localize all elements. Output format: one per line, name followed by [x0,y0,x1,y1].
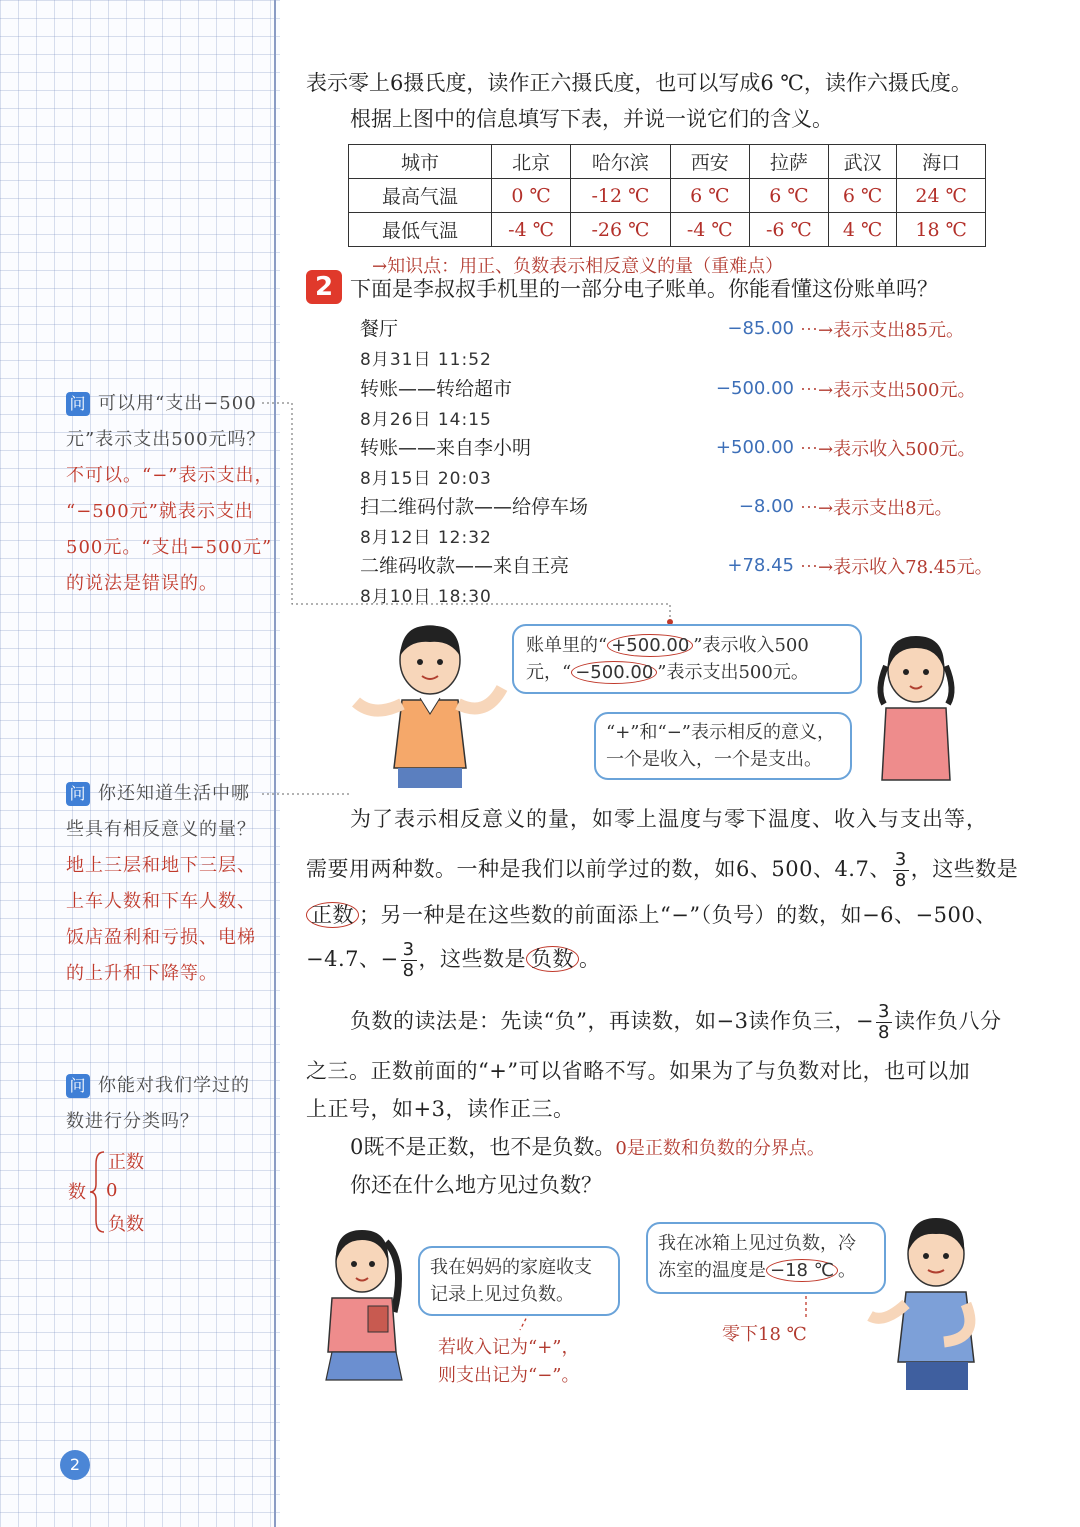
note-text: 若收入记为“+”， [438,1337,580,1358]
bill-time: 8月15日 20:03 [360,469,492,489]
speech-bubble-girl2 [418,1246,620,1316]
margin-text: 你能对我们学过的 [98,1075,250,1096]
margin-answer: “−500元”就表示支出 [66,501,254,522]
bill-note: ⋯→表示收入500元。 [800,439,976,460]
fraction-numerator: 3 [894,849,907,870]
example-question: 下面是李叔叔手机里的一部分电子账单。你能看懂这份账单吗？ [350,277,938,301]
bubble-text: 我在妈妈的家庭收支 [430,1257,592,1278]
para-text: 0既不是正数，也不是负数。 [350,1135,616,1159]
table-header: 拉萨 [749,145,828,179]
bill-note: ⋯→表示支出8元。 [800,498,953,519]
bubble-text: 元，“ [526,662,572,683]
bill-note-text: 表示收入78.45元。 [833,557,993,578]
para-text: −4.7、− [306,947,399,971]
table-cell: 24 ℃ [897,179,986,213]
bill-amount: +78.45 [727,555,794,576]
fraction [893,850,909,891]
bill-note-text: 表示收入500元。 [833,439,976,460]
bill-name: 二维码收款——来自王亮 [360,555,570,577]
bill-time: 8月10日 18:30 [360,587,492,607]
table-cell: 0 ℃ [492,179,571,213]
table-cell: -26 ℃ [571,213,671,247]
table-cell: 6 ℃ [670,179,749,213]
para2-line3: 上正号，如+3，读作正三。 [306,1097,575,1121]
circled-amount: −500.00 [571,661,657,684]
fraction-denominator: 8 [402,960,415,981]
question-icon: 问 [66,1074,90,1098]
speech-bubble-girl [594,712,852,780]
bill-time: 8月12日 12:32 [360,528,492,548]
para1-line3 [306,898,997,932]
bill-time: 8月26日 14:15 [360,410,492,430]
row-label: 最低气温 [349,213,492,247]
speech-bubble-boy2 [646,1222,886,1294]
page-number: 2 [60,1450,90,1480]
boy-illustration [350,618,510,788]
margin-answer: 上车人数和下车人数、 [66,891,256,912]
fraction [401,940,417,981]
table-cell: 6 ℃ [749,179,828,213]
bill-note-text: 表示支出8元。 [833,498,953,519]
bubble-text: “+”和“−”表示相反的意义， [606,722,835,743]
margin-text: 数进行分类吗？ [66,1111,199,1132]
margin-answer: 的上升和下降等。 [66,963,218,984]
bill-note-text: 表示支出500元。 [833,380,976,401]
circled-temperature: −18 ℃ [766,1259,838,1282]
circled-term: 负数 [526,946,579,972]
boy2-note: 零下18 ℃ [722,1324,807,1345]
margin-answer: 饭店盈利和亏损、电梯 [66,927,256,948]
fraction-denominator: 8 [894,870,907,891]
bubble-text: 。 [837,1260,856,1281]
bubble-text: 一个是收入，一个是支出。 [606,749,822,770]
bill-name: 转账——转给超市 [360,378,513,400]
table-header: 北京 [492,145,571,179]
table-header: 城市 [349,145,492,179]
bill-name: 转账——来自李小明 [360,437,532,459]
fraction-numerator: 3 [402,939,415,960]
bill-item [360,433,531,489]
bill-note-text: 表示支出85元。 [833,320,964,341]
bubble-text: 我在冰箱上见过负数，冷 [658,1233,856,1254]
bill-name: 餐厅 [360,318,399,340]
intro-line: 表示零上6摄氏度，读作正六摄氏度，也可以写成6 ℃，读作六摄氏度。 [306,71,972,95]
girl2-illustration [318,1222,408,1382]
fraction [876,1002,892,1043]
table-header: 武汉 [828,145,896,179]
knowledge-point: →知识点：用正、负数表示相反意义的量（重难点） [372,256,784,277]
margin-answer: 不可以。“−”表示支出， [66,465,274,486]
bubble-text: ”表示支出500元。 [657,662,809,683]
bubble-text: ”表示收入500 [693,635,809,656]
row-label: 最高气温 [349,179,492,213]
margin-answer: 的说法是错误的。 [66,573,218,594]
table-cell: 4 ℃ [828,213,896,247]
margin-answer: 500元。“支出−500元” [66,537,273,558]
table-cell: -12 ℃ [571,179,671,213]
boy2-illustration [866,1212,986,1392]
table-header: 哈尔滨 [571,145,671,179]
tree-item-positive: 正数 [108,1152,144,1173]
para-text: ，这些数是 [418,947,527,971]
table-cell: 18 ℃ [897,213,986,247]
para1-line1: 为了表示相反意义的量，如零上温度与零下温度、收入与支出等， [350,807,988,831]
fraction-denominator: 8 [878,1022,890,1043]
margin-text: 些具有相反意义的量？ [66,819,256,840]
para2-line1 [350,1002,1001,1043]
bill-amount: −500.00 [715,378,794,399]
bill-item [360,551,569,607]
table-header: 海口 [897,145,986,179]
bubble-text: 冻室的温度是 [658,1260,766,1281]
bill-amount: −8.00 [738,496,794,517]
question-line: 你还在什么地方见过负数？ [350,1173,602,1197]
bill-note: ⋯→表示收入78.45元。 [800,557,993,578]
table-cell: -6 ℃ [749,213,828,247]
tree-item-zero: 0 [106,1180,118,1201]
circled-amount: +500.00 [607,634,693,657]
table-cell: 6 ℃ [828,179,896,213]
para-text: 。 [579,947,601,971]
para-text: 需要用两种数。一种是我们以前学过的数，如6、500、4.7、 [306,857,891,881]
para-text: 读作负八分 [893,1009,1002,1033]
table-cell: -4 ℃ [492,213,571,247]
margin-text: 可以用“支出−500 [98,393,257,414]
table-instruction: 根据上图中的信息填写下表，并说一说它们的含义。 [350,107,833,131]
example-number-badge: 2 [306,270,342,304]
zero-note: 0是正数和负数的分界点。 [615,1138,825,1159]
tree-root: 数 [68,1182,86,1203]
para-text: ，这些数是 [910,857,1019,881]
bill-amount: +500.00 [715,437,794,458]
table-cell: -4 ℃ [670,213,749,247]
note-text: 则支出记为“−”。 [438,1365,580,1386]
temperature-table [348,144,986,247]
margin-text: 你还知道生活中哪 [98,783,250,804]
tree-item-negative: 负数 [108,1214,144,1235]
fraction-numerator: 3 [878,1001,890,1022]
bill-name: 扫二维码付款——给停车场 [360,496,589,518]
bill-amount: −85.00 [727,318,794,339]
bill-item [360,374,512,430]
girl2-note [438,1334,580,1390]
para-text: ；另一种是在这些数的前面添上“−”（负号）的数，如−6、−500、 [359,903,997,927]
circled-term: 正数 [306,902,359,928]
bill-note: ⋯→表示支出500元。 [800,380,976,401]
table-header: 西安 [670,145,749,179]
para1-line4 [306,940,601,981]
bubble-text: 记录上见过负数。 [430,1284,574,1305]
girl-illustration [868,630,964,785]
bill-note: ⋯→表示支出85元。 [800,320,964,341]
bill-item [360,314,492,370]
para-text: 负数的读法是：先读“负”，再读数，如−3读作负三，− [350,1009,875,1033]
table-row [349,213,986,247]
question-icon: 问 [66,782,90,806]
table-row [349,179,986,213]
bill-time: 8月31日 11:52 [360,350,492,370]
para1-line2 [306,850,1018,891]
margin-text: 元”表示支出500元吗？ [66,429,266,450]
question-icon: 问 [66,392,90,416]
zero-line [350,1130,825,1166]
margin-answer: 地上三层和地下三层、 [66,855,256,876]
para2-line2: 之三。正数前面的“+”可以省略不写。如果为了与负数对比，也可以加 [306,1059,971,1083]
speech-bubble-boy [512,624,862,694]
table-header-row [349,145,986,179]
bill-item [360,492,588,548]
bubble-text: 账单里的“ [526,635,608,656]
